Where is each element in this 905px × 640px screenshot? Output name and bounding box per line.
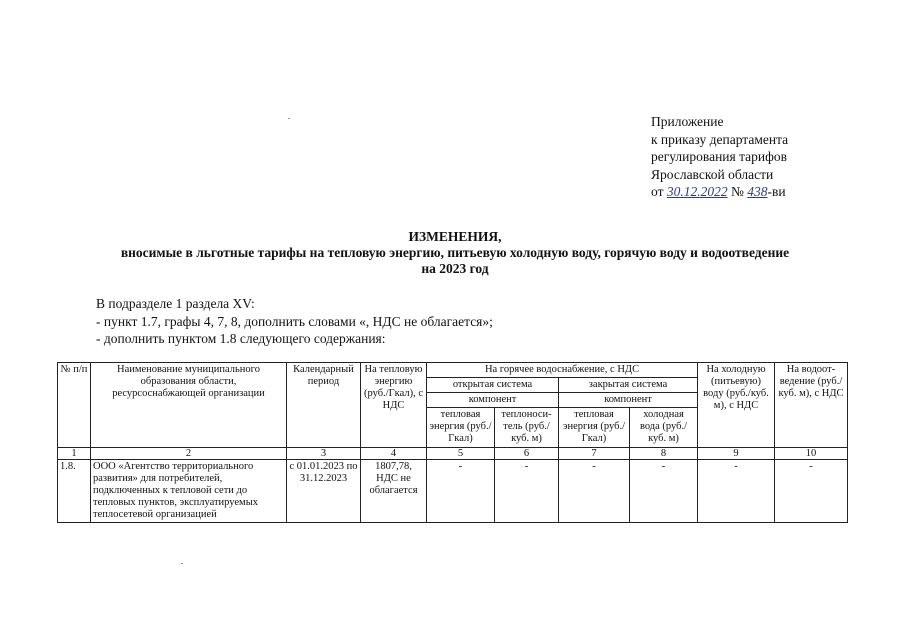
order-suffix: -ви [767,184,786,199]
number-label: № [730,184,744,199]
column-number: 3 [287,448,361,460]
row-value: - [775,460,848,523]
column-number: 7 [559,448,630,460]
row-value: - [698,460,775,523]
column-number: 2 [91,448,287,460]
row-value: - [559,460,630,523]
header-heat: На тепловую энергию (руб./Гкал), с НДС [361,363,427,448]
header-open-carrier: теплоноси-тель (руб./куб. м) [495,408,559,448]
header-period: Календарный период [287,363,361,448]
scan-speck [288,118,290,119]
header-closed-cold-water: холодная вода (руб./куб. м) [630,408,698,448]
column-number: 8 [630,448,698,460]
column-number: 5 [427,448,495,460]
row-num: 1.8. [58,460,91,523]
title-year: на 2023 год [421,261,489,276]
header-open-system: открытая система [427,378,559,393]
appendix-line: регулирования тарифов [651,149,788,164]
header-name: Наименование муниципального образования области, ресурсоснабжающей организации [91,363,287,448]
intro-text [96,295,493,348]
header-component-open: компонент [427,393,559,408]
table-row [58,460,848,523]
header-closed-system: закрытая система [559,378,698,393]
header-cold-water: На холодную (питьевую) воду (руб./куб. м), с НДС [698,363,775,448]
column-number: 10 [775,448,848,460]
scan-speck [181,563,183,564]
appendix-line: Ярославской области [651,166,774,182]
column-number: 1 [58,448,91,460]
intro-line: - дополнить пунктом 1.8 следующего содержания: [96,331,386,346]
column-number: 9 [698,448,775,460]
title-heading: ИЗМЕНЕНИЯ, [408,229,502,244]
row-heat: 1807,78, НДС не облагается [361,460,427,523]
appendix-block [651,113,788,201]
header-sewerage: На водоот-ведение (руб./куб. м), с НДС [775,363,848,448]
row-value: - [630,460,698,523]
order-number: 438 [747,184,768,199]
column-number: 6 [495,448,559,460]
appendix-line: Приложение [651,114,724,129]
header-closed-heat-energy: тепловая энергия (руб./Гкал) [559,408,630,448]
intro-line: В подразделе 1 раздела XV: [96,296,255,311]
column-number-row [58,448,848,460]
tariff-table [57,362,848,523]
row-period: с 01.01.2023 по 31.12.2023 [287,460,361,523]
row-value: - [495,460,559,523]
title-subheading: вносимые в льготные тарифы на тепловую энергию, питьевую холодную воду, горячую воду и водоотведение [120,245,790,260]
header-num: № п/п [58,363,91,448]
from-label: от [651,184,664,199]
appendix-line: к приказу департамента [651,131,789,147]
row-name: ООО «Агентство территориального развития» для потребителей, подключенных к тепловой сети до тепловых пунктов, эксплуатируемых теплосетевой организацией [91,460,287,523]
appendix-date-line [651,183,788,201]
intro-line: - пункт 1.7, графы 4, 7, 8, дополнить словами «, НДС не облагается»; [96,313,493,329]
column-number: 4 [361,448,427,460]
document-title [60,229,850,277]
header-hot-water: На горячее водоснабжение, с НДС [427,363,698,378]
order-date: 30.12.2022 [666,184,728,199]
row-value: - [427,460,495,523]
header-component-closed: компонент [559,393,698,408]
header-open-heat-energy: тепловая энергия (руб./Гкал) [427,408,495,448]
